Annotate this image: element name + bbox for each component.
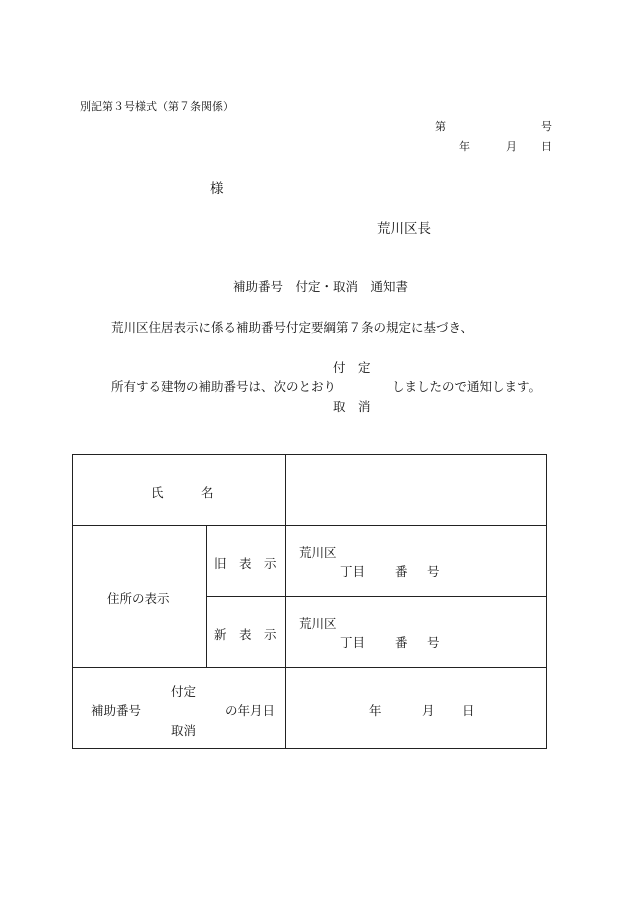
old-ban: 番 bbox=[395, 564, 408, 579]
form-label: 別記第３号様式（第７条関係） bbox=[80, 100, 234, 113]
old-address-value-cell bbox=[286, 526, 547, 597]
new-address-label: 新 表 示 bbox=[214, 627, 277, 642]
choice-assign: 付 定 bbox=[333, 360, 371, 375]
name-label-cell bbox=[73, 455, 286, 526]
date-year-label: 年 bbox=[459, 140, 470, 153]
body-line-1: 荒川区住居表示に係る補助番号付定要綱第７条の規定に基づき、 bbox=[111, 320, 474, 335]
document-title: 補助番号 付定・取消 通知書 bbox=[233, 279, 409, 294]
old-address-row bbox=[73, 526, 547, 597]
old-address-label: 旧 表 示 bbox=[214, 556, 277, 571]
number-suffix: 号 bbox=[541, 120, 552, 133]
number-prefix: 第 bbox=[435, 120, 446, 133]
old-label-cell bbox=[207, 526, 286, 597]
old-go: 号 bbox=[427, 564, 440, 579]
table-date-month: 月 bbox=[422, 703, 435, 718]
choice-cancel: 取 消 bbox=[333, 399, 371, 414]
body-line-2-right: しましたので通知します。 bbox=[392, 379, 542, 394]
date-label-left: 補助番号 bbox=[91, 703, 142, 718]
date-day-label: 日 bbox=[541, 140, 552, 153]
date-label-cell bbox=[73, 668, 286, 749]
new-ban: 番 bbox=[395, 635, 408, 650]
date-month-label: 月 bbox=[506, 140, 517, 153]
addressee-suffix: 様 bbox=[210, 181, 224, 197]
date-row bbox=[73, 668, 547, 749]
notice-table bbox=[72, 454, 547, 749]
old-ward: 荒川区 bbox=[299, 545, 337, 560]
old-chome: 丁目 bbox=[340, 564, 366, 579]
new-go: 号 bbox=[427, 635, 440, 650]
issuer-name: 荒川区長 bbox=[377, 221, 431, 237]
date-option-cancel: 取消 bbox=[171, 723, 197, 738]
date-value-cell bbox=[286, 668, 547, 749]
new-address-value-cell bbox=[286, 597, 547, 668]
date-label-right: の年月日 bbox=[225, 703, 276, 718]
name-value-cell bbox=[286, 455, 547, 526]
name-label: 氏 名 bbox=[151, 485, 214, 500]
new-label-cell bbox=[207, 597, 286, 668]
date-option-assign: 付定 bbox=[171, 684, 197, 699]
name-row bbox=[73, 455, 547, 526]
table-date-day: 日 bbox=[462, 703, 475, 718]
address-label-cell bbox=[73, 526, 207, 668]
new-chome: 丁目 bbox=[340, 635, 366, 650]
new-ward: 荒川区 bbox=[299, 616, 337, 631]
address-label: 住所の表示 bbox=[107, 590, 170, 606]
body-line-2-left: 所有する建物の補助番号は、次のとおり bbox=[111, 379, 337, 394]
table-date-year: 年 bbox=[369, 703, 382, 718]
